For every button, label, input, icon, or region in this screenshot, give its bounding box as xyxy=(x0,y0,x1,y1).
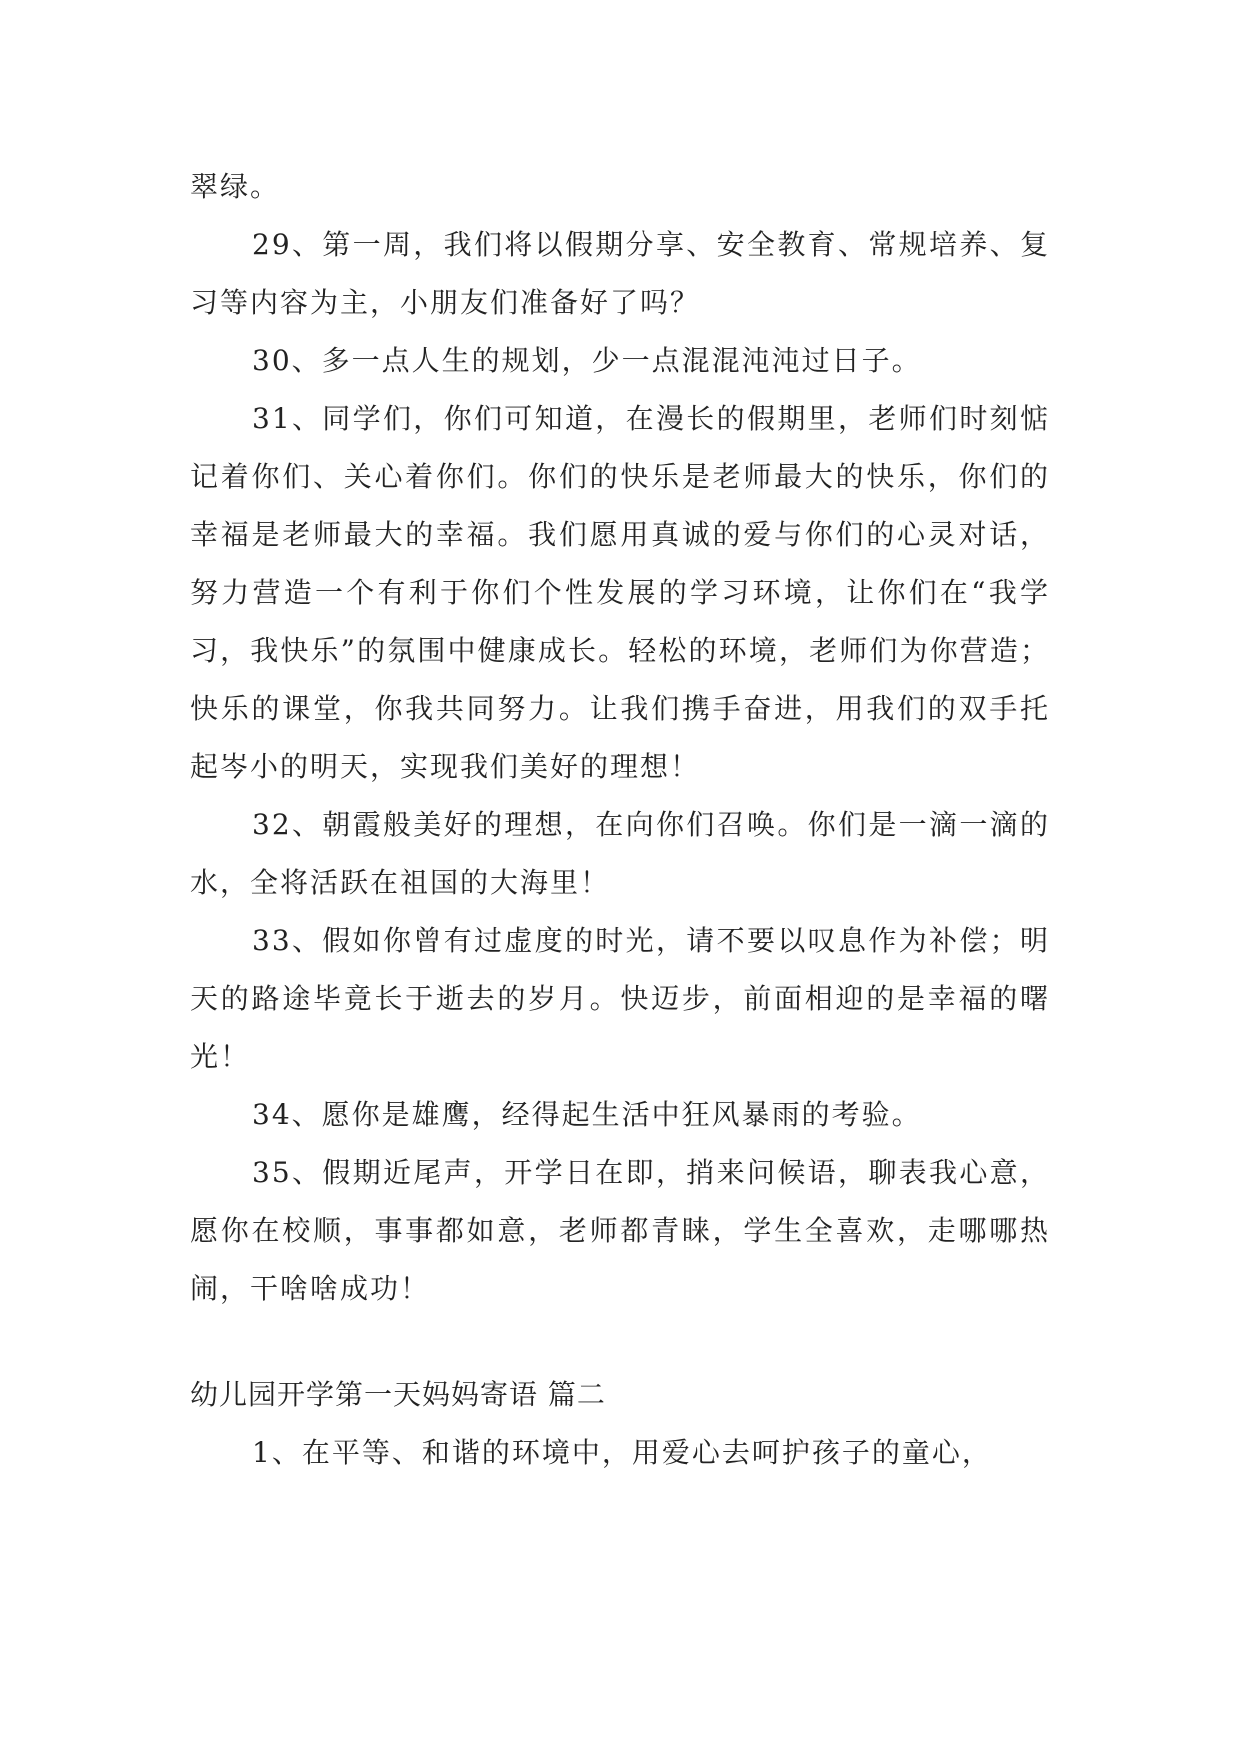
paragraph-35: 35、假期近尾声，开学日在即，捎来问候语，聊表我心意，愿你在校顺，事事都如意，老师都青睐，学生全喜欢，走哪哪热闹，干啥啥成功！ xyxy=(190,1156,1050,1305)
document-body xyxy=(190,158,1050,1482)
paragraph-30: 30、多一点人生的规划，少一点混混沌沌过日子。 xyxy=(252,344,922,377)
paragraph-continuation: 翠绿。 xyxy=(190,170,281,203)
section-heading: 幼儿园开学第一天妈妈寄语 篇二 xyxy=(190,1378,606,1411)
paragraph-29: 29、第一周，我们将以假期分享、安全教育、常规培养、复习等内容为主，小朋友们准备好了吗？ xyxy=(190,228,1050,319)
paragraph-1: 1、在平等、和谐的环境中，用爱心去呵护孩子的童心， xyxy=(252,1436,992,1469)
paragraph-31: 31、同学们，你们可知道，在漫长的假期里，老师们时刻惦记着你们、关心着你们。你们的快乐是老师最大的快乐，你们的幸福是老师最大的幸福。我们愿用真诚的爱与你们的心灵对话，努力营造一个有利于你们个性发展的学习环境，让你们在“我学习，我快乐”的氛围中健康成长。轻松的环境，老师们为你营造；快乐的课堂，你我共同努力。让我们携手奋进，用我们的双手托起岑小的明天，实现我们美好的理想！ xyxy=(190,402,1050,783)
paragraph-34: 34、愿你是雄鹰，经得起生活中狂风暴雨的考验。 xyxy=(252,1098,922,1131)
paragraph-33: 33、假如你曾有过虚度的时光，请不要以叹息作为补偿；明天的路途毕竟长于逝去的岁月。快迈步，前面相迎的是幸福的曙光！ xyxy=(190,924,1050,1073)
paragraph-32: 32、朝霞般美好的理想，在向你们召唤。你们是一滴一滴的水，全将活跃在祖国的大海里！ xyxy=(190,808,1050,899)
